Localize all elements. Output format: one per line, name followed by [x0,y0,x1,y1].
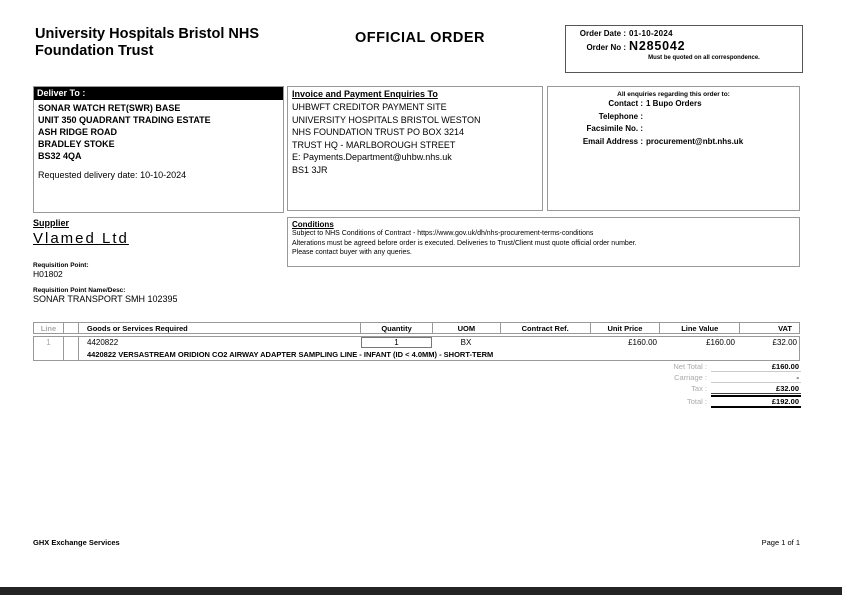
net-total-row [619,362,801,373]
contact-label: Contact : [608,99,643,108]
total-label: Total : [686,397,707,406]
footer-service-name: GHX Exchange Services [33,538,120,547]
address-line: UNIVERSITY HOSPITALS BRISTOL WESTON [292,114,481,125]
address-line: BRADLEY STOKE [38,139,115,149]
row-spacer-cell [64,337,79,360]
supplier-heading: Supplier [33,218,70,228]
carriage-value: - [711,373,801,383]
requested-delivery-date: Requested delivery date: 10-10-2024 [38,170,187,180]
payments-email: E: Payments.Department@uhbw.nhs.uk [292,152,452,162]
col-header-unit-price: Unit Price [591,323,661,333]
col-header-line: Line [34,323,64,333]
row-line-value: £160.00 [706,338,735,347]
order-info-box [565,25,803,73]
address-line: UNIT 350 QUADRANT TRADING ESTATE [38,115,211,125]
address-line: TRUST HQ - MARLBOROUGH STREET [292,139,456,150]
org-name: University Hospitals Bristol NHS Foundation Trust [35,26,259,59]
address-line: UHBWFT CREDITOR PAYMENT SITE [292,102,447,112]
col-header-vat: VAT [778,323,792,333]
email-row [548,136,799,149]
order-no-label: Order No : [586,43,626,52]
supplier-name: Vlamed Ltd [33,230,129,247]
total-value: £192.00 [711,395,801,408]
net-total-label: Net Total : [673,362,707,371]
invoice-enquiries-title: Invoice and Payment Enquiries To [292,89,438,99]
carriage-label: Carriage : [674,373,707,382]
col-header-quantity: Quantity [361,323,433,333]
address-line: BS1 3JR [292,164,328,175]
row-item-description: 4420822 VERSASTREAM ORIDION CO2 AIRWAY ADAPTER SAMPLING LINE - INFANT (ID < 4.0MM) - SHORT-TERM [87,350,494,359]
col-header-contract-ref: Contract Ref. [501,323,591,333]
row-line-number: 1 [34,337,64,360]
row-quantity: 1 [361,337,432,348]
tax-value: £32.00 [711,384,801,394]
address-line: SONAR WATCH RET(SWR) BASE [38,103,181,113]
facsimile-row [548,123,799,136]
row-item-code: 4420822 [87,338,119,347]
col-header-line-value: Line Value [660,323,740,333]
contact-value: 1 Bupo Orders [646,99,702,108]
conditions-line: Please contact buyer with any queries. [292,249,412,256]
email-label: Email Address : [582,136,643,146]
tax-row [619,384,801,395]
conditions-line: Subject to NHS Conditions of Contract - https://www.gov.uk/dh/nhs-procurement-terms-conditions [292,230,594,237]
net-total-value: £160.00 [711,362,801,372]
order-date-row [566,29,802,38]
telephone-label: Telephone : [598,111,643,121]
address-line: NHS FOUNDATION TRUST PO BOX 3214 [292,127,465,137]
order-no-value: N285042 [629,39,686,53]
requisition-point-value: H01802 [33,269,63,279]
address-line: BS32 4QA [38,151,82,161]
order-date-value: 01-10-2024 [629,29,673,38]
footer-page-number: Page 1 of 1 [761,538,800,547]
window-bottom-bar [0,587,842,595]
enquiries-contact-box [547,86,800,211]
row-uom: BX [460,338,472,347]
col-header-goods: Goods or Services Required [79,323,361,333]
requisition-point-label: Requisition Point: [33,262,89,269]
deliver-to-title: Deliver To : [34,87,283,100]
carriage-row [619,373,801,384]
order-note: Must be quoted on all correspondence. [648,55,760,61]
document-title: OFFICIAL ORDER [355,30,485,46]
telephone-value [646,111,799,124]
totals-section [619,362,801,406]
conditions-line: Alterations must be agreed before order is executed. Deliveries to Trust/Client must quote official order number. [292,239,637,247]
requisition-name-label: Requisition Point Name/Desc: [33,287,126,294]
items-table-header [33,322,800,334]
table-row [33,336,800,361]
col-header-uom: UOM [433,323,501,333]
col-header-spacer [64,323,79,333]
deliver-to-box [33,86,284,213]
requisition-name-value: SONAR TRANSPORT SMH 102395 [33,294,178,304]
facsimile-value [646,123,799,136]
enquiries-heading: All enquiries regarding this order to: [617,91,730,98]
row-vat: £32.00 [772,338,797,347]
facsimile-label: Facsimile No. : [586,124,643,133]
order-no-row [566,41,802,52]
email-value: procurement@nbt.nhs.uk [646,136,744,146]
invoice-enquiries-box [287,86,543,211]
row-unit-price: £160.00 [628,338,657,347]
telephone-row [548,111,799,124]
address-line: ASH RIDGE ROAD [38,127,118,137]
total-row [619,395,801,406]
conditions-box [287,217,800,267]
tax-label: Tax : [691,384,707,393]
deliver-to-address [34,100,283,181]
order-date-label: Order Date : [579,29,626,38]
contact-row [548,98,799,111]
conditions-title: Conditions [292,220,334,229]
